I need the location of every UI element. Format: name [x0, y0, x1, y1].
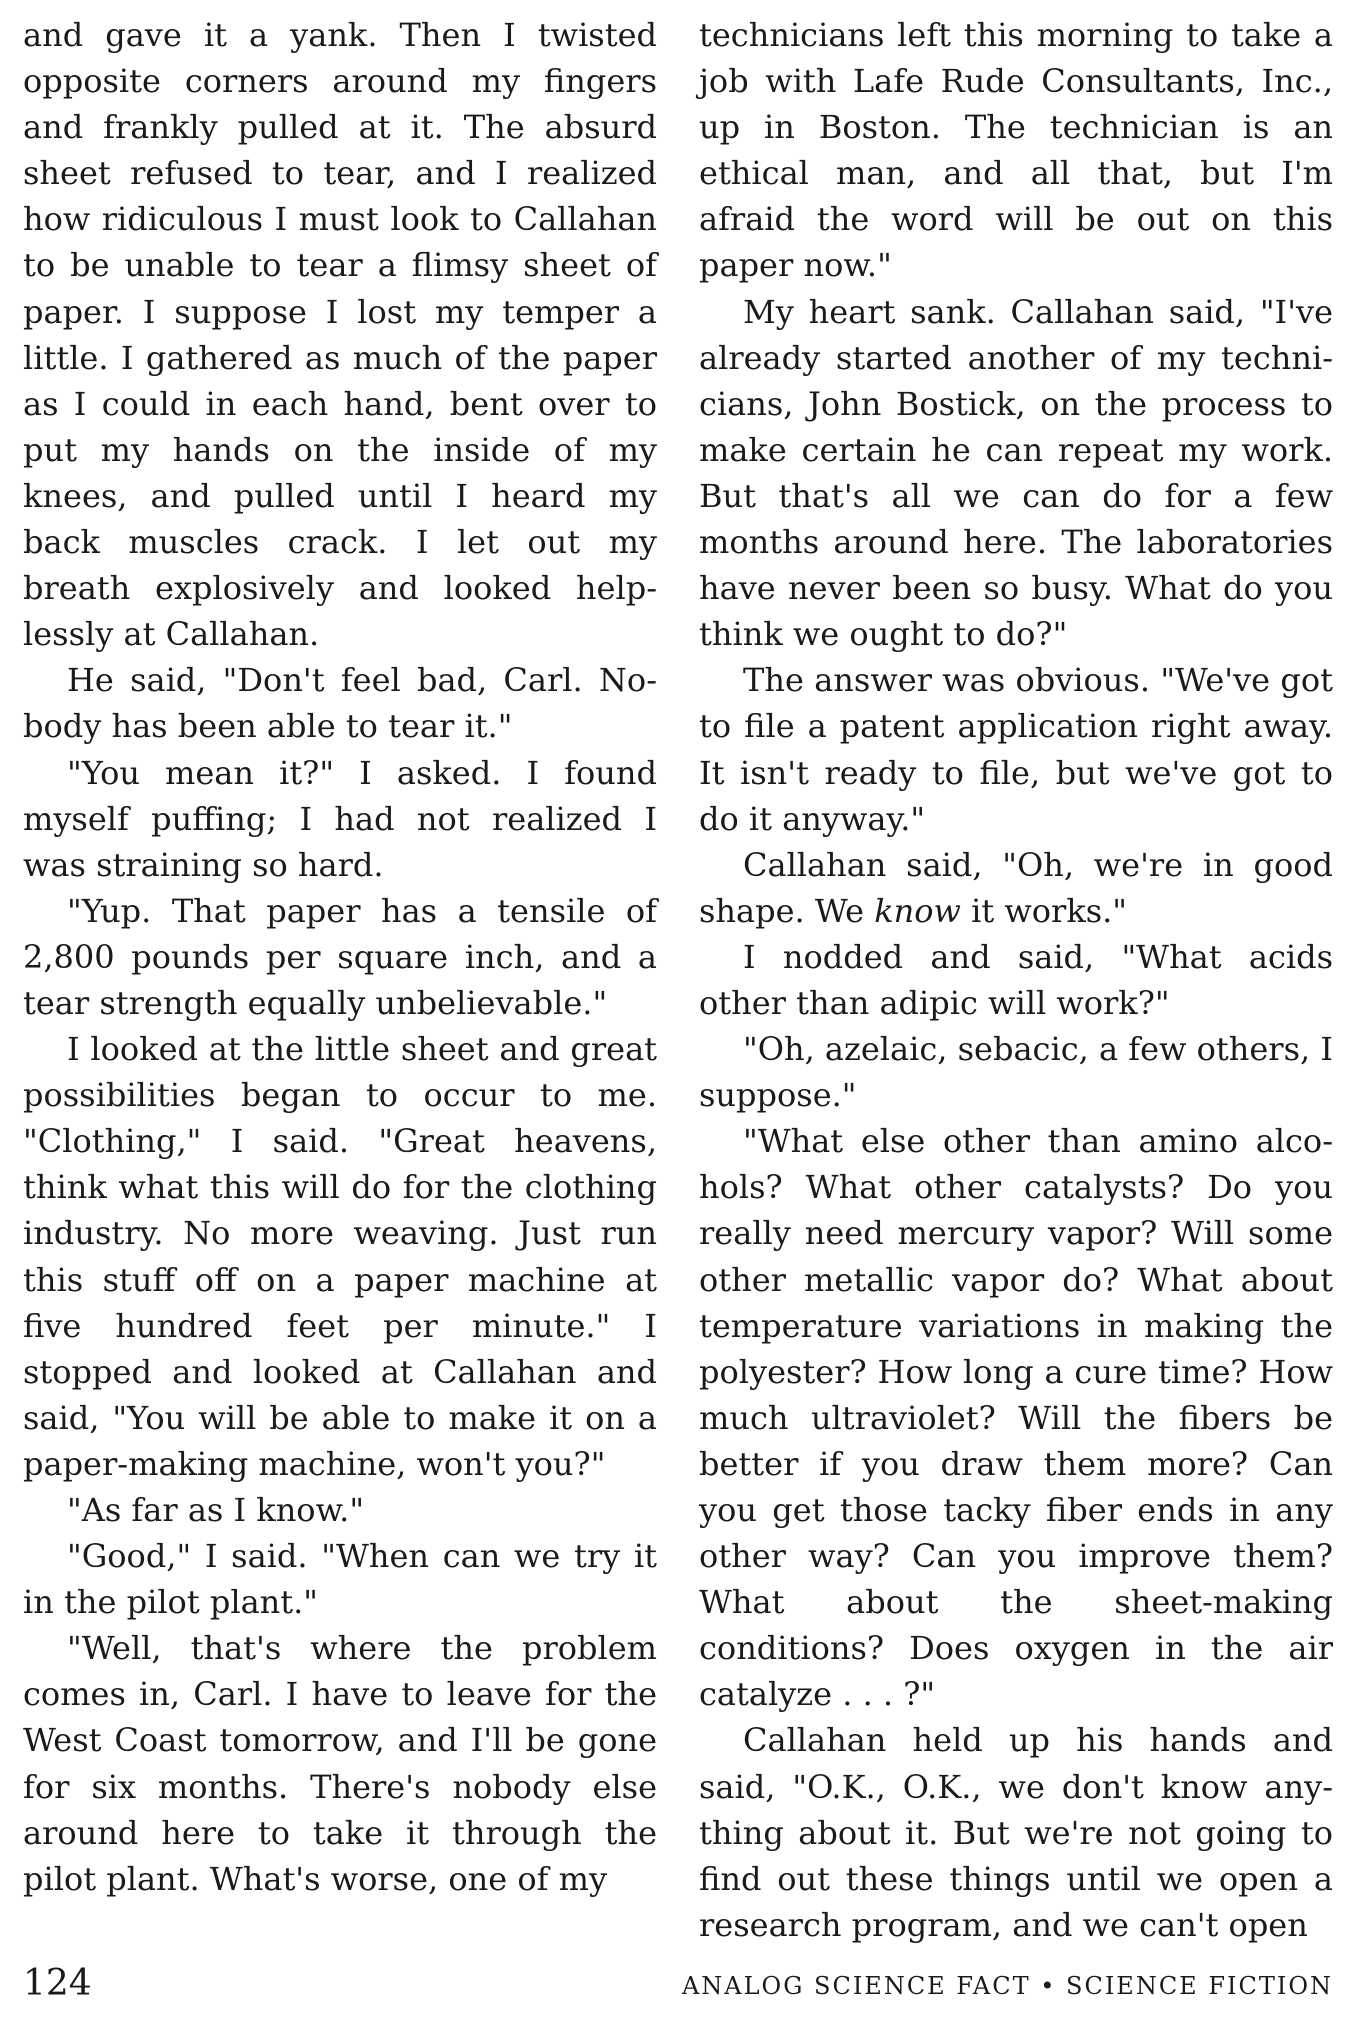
- paragraph: "You mean it?" I asked. I found myself puffing; I had not realized I was straining so hard.: [23, 753, 657, 884]
- paragraph: and gave it a yank. Then I twisted opposite corners around my fingers and frankly pulled at it. The absurd sheet refused to tear, and I realized how ridiculous I must look to Callahan to be unable to tear a flimsy sheet of paper. I suppose I lost my temper a little. I gathered as much of the paper as I could in each hand, bent over to put my hands on the inside of my knees, and pulled until I heard my back muscles crack. I let out my breath explosively and looked helplessly at Callahan.: [23, 16, 657, 654]
- paragraph: "Good," I said. "When can we try it in the pilot plant.": [23, 1537, 657, 1622]
- paragraph: Callahan held up his hands and said, "O.K., O.K., we don't know anything about it. But we're not going to find out these things until we open a research program, and we can't open: [699, 1721, 1333, 1944]
- running-title: ANALOG SCIENCE FACT • SCIENCE FICTION: [681, 1972, 1333, 2000]
- page-footer: [23, 1962, 1333, 2012]
- paragraph-text: Callahan said, "Oh, we're in good shape. We: [699, 845, 1333, 930]
- paragraph: The answer was obvious. "We've got to file a patent application right away. It isn't ready to file, but we've got to do it anyway.": [699, 661, 1333, 838]
- paragraph: "Well, that's where the problem comes in, Carl. I have to leave for the West Coast tomorrow, and I'll be gone for six months. There's nobody else around here to take it through the pilot plant. What's worse, one of my: [23, 1629, 657, 1898]
- text-column-right: [699, 12, 1333, 1948]
- paragraph: "As far as I know.": [67, 1491, 365, 1529]
- paragraph: He said, "Don't feel bad, Carl. Nobody has been able to tear it.": [23, 661, 657, 746]
- paragraph: "Oh, azelaic, sebacic, a few others, I suppose.": [699, 1030, 1333, 1115]
- paragraph: [699, 842, 1333, 934]
- paragraph: I nodded and said, "What acids other than adipic will work?": [699, 937, 1333, 1022]
- paragraph: technicians left this morning to take a job with Lafe Rude Consultants, Inc., up in Boston. The technician is an ethical man, and all that, but I'm afraid the word will be out on this paper now.": [699, 16, 1333, 285]
- paragraph-text: it works.": [960, 891, 1128, 930]
- paragraph: "Yup. That paper has a tensile of 2,800 pounds per square inch, and a tear strength equally unbelievable.": [23, 891, 657, 1022]
- paragraph: My heart sank. Callahan said, "I've already started another of my technicians, John Bostick, on the process to make certain he can repeat my work. But that's all we can do for a few months around here. The laboratories have never been so busy. What do you think we ought to do?": [699, 292, 1333, 654]
- paragraph: "What else other than amino alcohols? What other catalysts? Do you really need mercury vapor? Will some other metallic vapor do? What about temperature variations in making the polyester? How long a cure time? How much ultraviolet? Will the fibers be better if you draw them more? Can you get those tacky fiber ends in any other way? Can you improve them? What about the sheet-making conditions? Does oxygen in the air catalyze . . . ?": [699, 1122, 1333, 1714]
- text-column-left: [23, 12, 657, 1902]
- emphasis-text: know: [874, 891, 961, 930]
- paragraph: I looked at the little sheet and great possibilities began to occur to me. "Clothing," I said. "Great heavens, think what this will do for the clothing industry. No more weaving. Just run this stuff off on a paper machine at five hundred feet per minute." I stopped and looked at Callahan and said, "You will be able to make it on a paper-making machine, won't you?": [23, 1030, 657, 1483]
- page-number: 124: [23, 1963, 92, 2004]
